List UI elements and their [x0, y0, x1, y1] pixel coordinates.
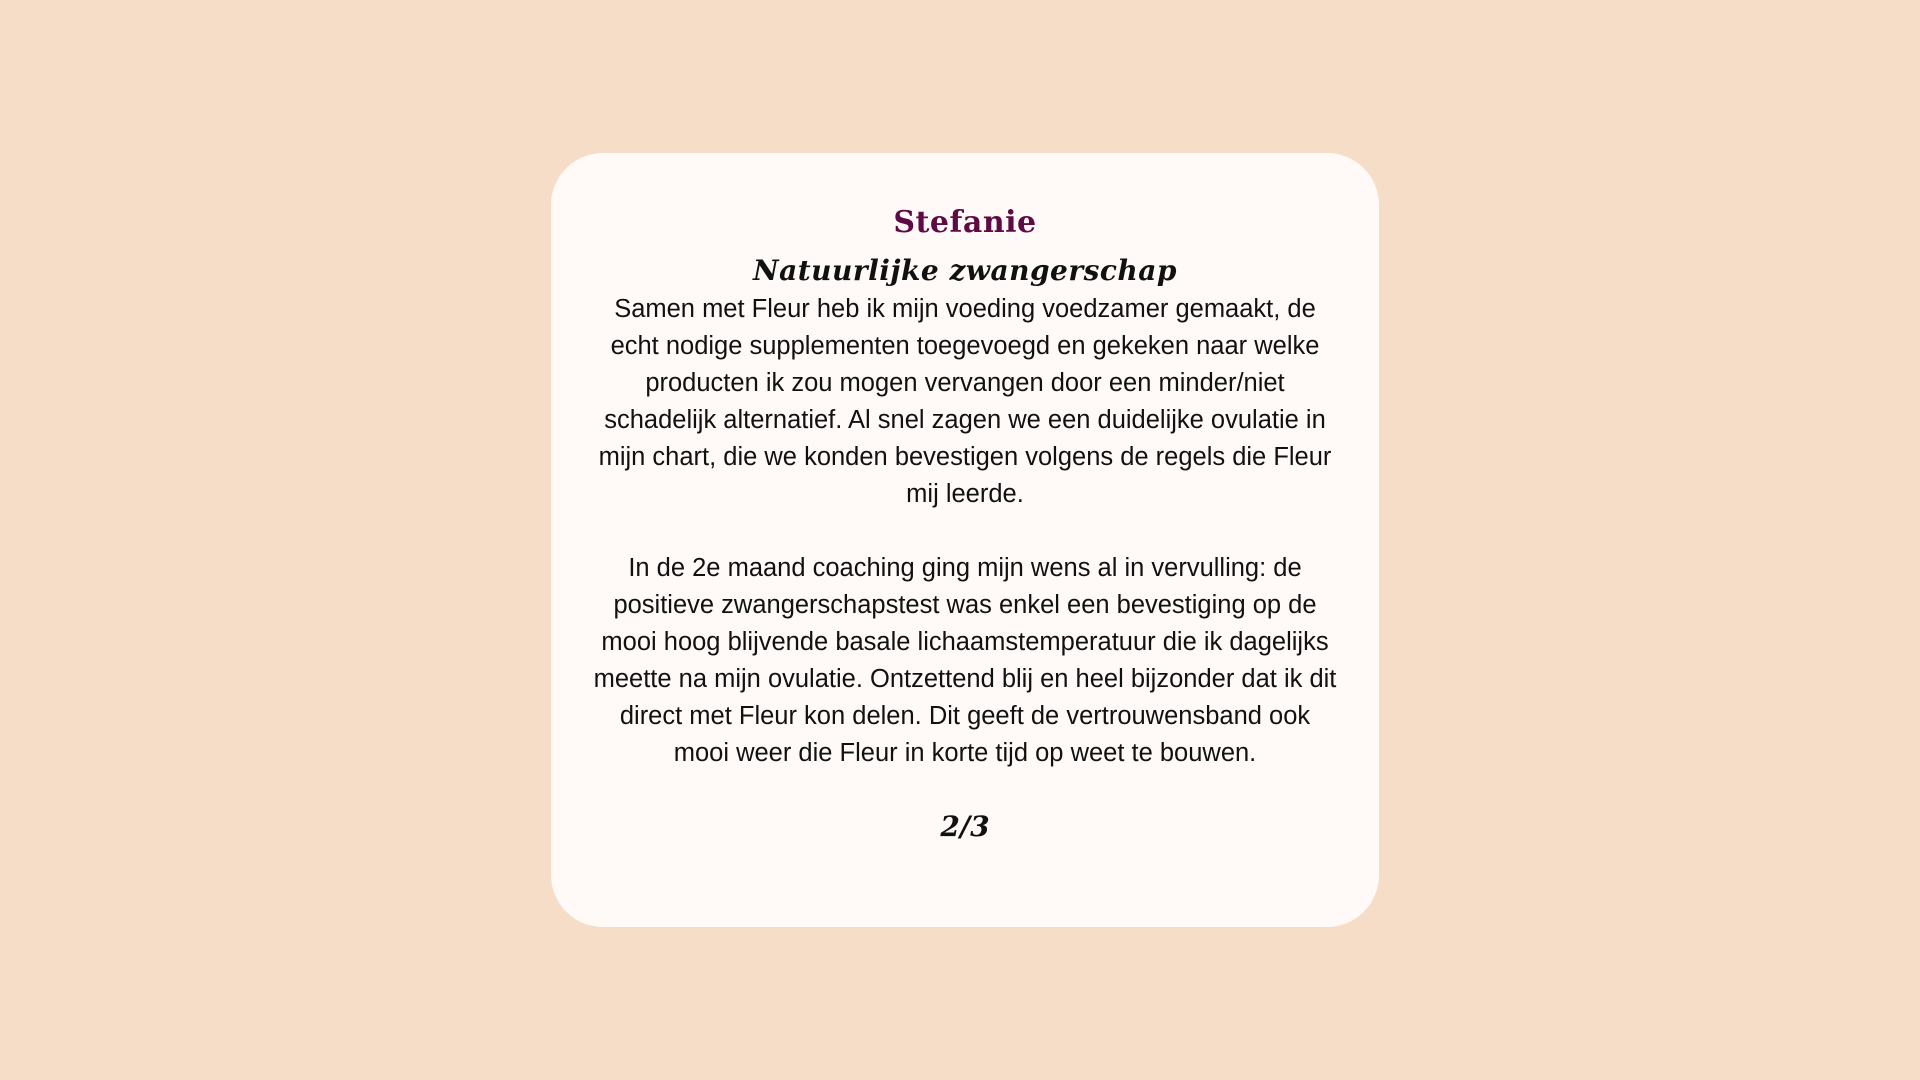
testimonial-paragraph-1: Samen met Fleur heb ik mijn voeding voedzamer gemaakt, de echt nodige supplementen toegevoegd en gekeken naar welke producten ik zou mogen vervangen door een minder/niet schadelijk alternatief. Al snel zagen we een duidelijke ovulatie in mijn chart, die we konden bevestigen volgens de regels die Fleur mij leerde.: [598, 295, 1332, 508]
testimonial-subtitle: Natuurlijke zwangerschap: [752, 254, 1178, 287]
page-indicator: 2/3: [940, 810, 990, 843]
testimonial-card: [551, 153, 1379, 927]
paragraph-spacer: [591, 513, 1339, 550]
testimonial-paragraph-2: In de 2e maand coaching ging mijn wens al in vervulling: de positieve zwangerschapstest was enkel een bevestiging op de mooi hoog blijvende basale lichaamstemperatuur die ik dagelijks meette na mijn ovulatie. Ontzettend blij en heel bijzonder dat ik dit direct met Fleur kon delen. Dit geeft de vertrouwensband ook mooi weer die Fleur in korte tijd op weet te bouwen.: [593, 554, 1337, 767]
testimonial-author-name: Stefanie: [893, 205, 1037, 240]
